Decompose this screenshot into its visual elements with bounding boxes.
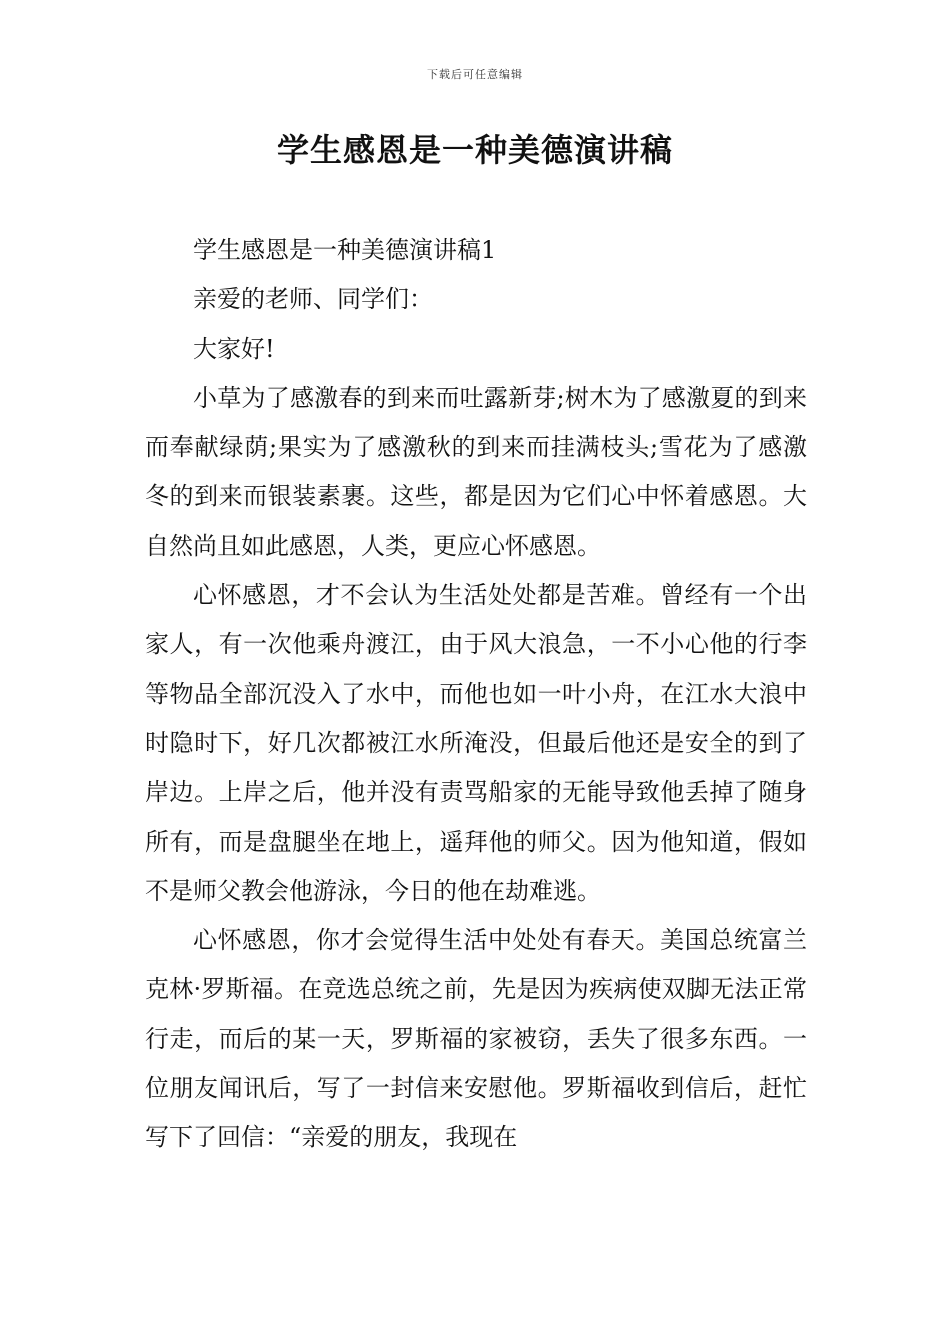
body-paragraph: 心怀感恩，你才会觉得生活中处处有春天。美国总统富兰克林·罗斯福。在竞选总统之前，先是因为疾病使双脚无法正常行走，而后的某一天，罗斯福的家被窃，丢失了很多东西。一位朋友闻讯后，写了一封信来安慰他。罗斯福收到信后，赶忙写下了回信：“亲爱的朋友，我现在: [145, 926, 807, 1152]
document-body: [145, 226, 807, 1163]
body-paragraph: 小草为了感激春的到来而吐露新芽;树木为了感激夏的到来而奉献绿荫;果实为了感激秋的到来而挂满枝头;雪花为了感激冬的到来而银装素裹。这些，都是因为它们心中怀着感恩。大自然尚且如此感恩，人类，更应心怀感恩。: [145, 383, 807, 560]
speech-subtitle: 学生感恩是一种美德演讲稿1: [193, 236, 497, 264]
greeting: 大家好!: [193, 334, 275, 363]
body-paragraph: 心怀感恩，才不会认为生活处处都是苦难。曾经有一个出家人，有一次他乘舟渡江，由于风大浪急，一不小心他的行李等物品全部沉没入了水中，而他也如一叶小舟，在江水大浪中时隐时下，好几次都被江水所淹没，但最后他还是安全的到了岸边。上岸之后，他并没有责骂船家的无能导致他丢掉了随身所有，而是盘腿坐在地上，遥拜他的师父。因为他知道，假如不是师父教会他游泳，今日的他在劫难逃。: [145, 581, 807, 905]
document-title: 学生感恩是一种美德演讲稿: [276, 131, 673, 169]
salutation: 亲爱的老师、同学们：: [193, 285, 433, 314]
header-note: 下载后可任意编辑: [427, 68, 523, 81]
